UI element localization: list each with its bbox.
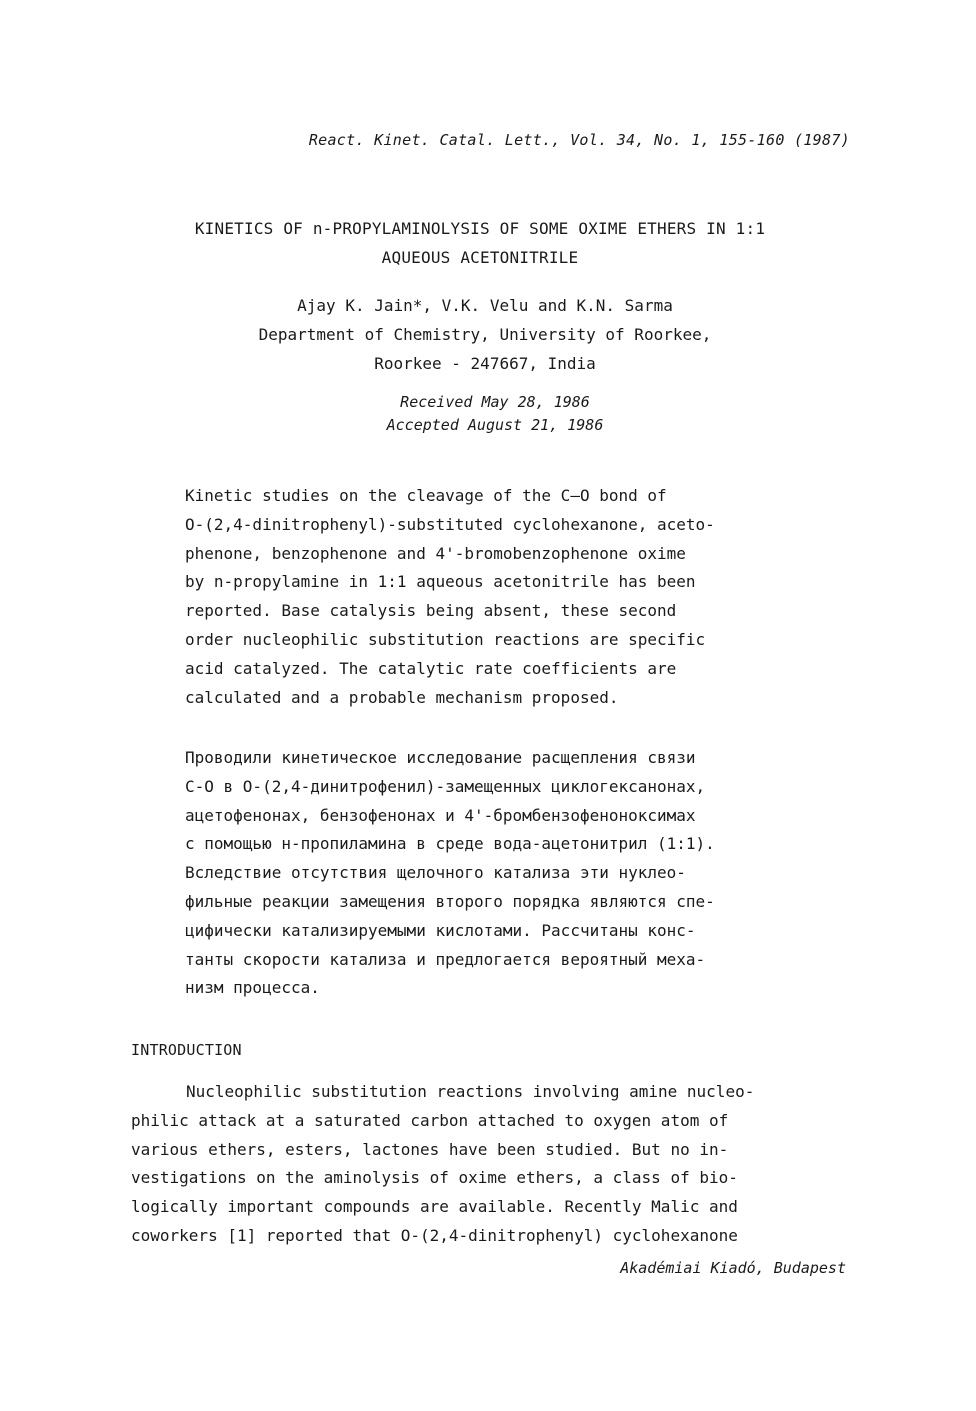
abstract-line: acid catalyzed. The catalytic rate coefficients are <box>185 658 677 678</box>
abstract-line: танты скорости катализа и предлогается вероятный меха- <box>185 949 706 969</box>
abstract-line: ацетофенонах, бензофенонах и 4'-бромбензофеноноксимах <box>185 805 696 825</box>
abstract-english <box>185 482 825 712</box>
abstract-line: phenone, benzophenone and 4'-bromobenzophenone oxime <box>185 543 686 563</box>
abstract-line: calculated and a probable mechanism proposed. <box>185 687 619 707</box>
abstract-line: с помощью н-пропиламина в среде вода-ацетонитрил (1:1). <box>185 834 715 854</box>
abstract-line: цифически катализируемыми кислотами. Рассчитаны конс- <box>185 920 696 940</box>
abstract-line: order nucleophilic substitution reactions are specific <box>185 629 706 649</box>
journal-citation: React. Kinet. Catal. Lett., Vol. 34, No. 1, 155-160 (1987) <box>308 131 850 149</box>
abstract-line: by n-propylamine in 1:1 aqueous acetonitrile has been <box>185 572 696 592</box>
introduction-heading: INTRODUCTION <box>131 1041 242 1059</box>
abstract-line: C-O в O-(2,4-динитрофенил)-замещенных циклогексанонах, <box>185 776 706 796</box>
author-block <box>100 291 870 378</box>
accepted-date: Accepted August 21, 1986 <box>386 416 604 434</box>
body-line: coworkers [1] reported that O-(2,4-dinitrophenyl) cyclohexanone <box>131 1225 738 1245</box>
abstract-line: Проводили кинетическое исследование расщепления связи <box>185 748 696 767</box>
article-dates <box>100 391 890 437</box>
abstract-line: фильные реакции замещения второго порядка являются спе- <box>185 891 715 911</box>
author-names: Ajay K. Jain*, V.K. Velu and K.N. Sarma <box>297 296 673 315</box>
abstract-line: reported. Base catalysis being absent, these second <box>185 601 677 621</box>
abstract-line: низм процесса. <box>185 978 320 998</box>
abstract-line: Kinetic studies on the cleavage of the C—O bond of <box>185 486 667 505</box>
abstract-line: O-(2,4-dinitrophenyl)-substituted cyclohexanone, aceto- <box>185 514 715 534</box>
title-line-1: KINETICS OF n-PROPYLAMINOLYSIS OF SOME OXIME ETHERS IN 1:1 <box>194 219 766 238</box>
abstract-russian <box>185 744 825 1003</box>
body-line: vestigations on the aminolysis of oxime ethers, a class of bio- <box>131 1168 738 1188</box>
body-line: philic attack at a saturated carbon attached to oxygen atom of <box>131 1110 729 1130</box>
introduction-body <box>131 1078 851 1251</box>
body-line: logically important compounds are available. Recently Malic and <box>131 1197 738 1217</box>
abstract-line: Вследствие отсутствия щелочного катализа эти нуклео- <box>185 863 686 883</box>
body-line: Nucleophilic substitution reactions involving amine nucleo- <box>186 1082 755 1101</box>
affiliation-line-2: Roorkee - 247667, India <box>374 354 596 373</box>
publisher-imprint: Akadémiai Kiadó, Budapest <box>620 1259 846 1277</box>
affiliation-line-1: Department of Chemistry, University of Roorkee, <box>258 325 712 344</box>
title-line-2: AQUEOUS ACETONITRILE <box>381 248 579 267</box>
body-line: various ethers, esters, lactones have been studied. But no in- <box>131 1139 729 1159</box>
article-title <box>100 214 860 272</box>
received-date: Received May 28, 1986 <box>400 393 590 411</box>
